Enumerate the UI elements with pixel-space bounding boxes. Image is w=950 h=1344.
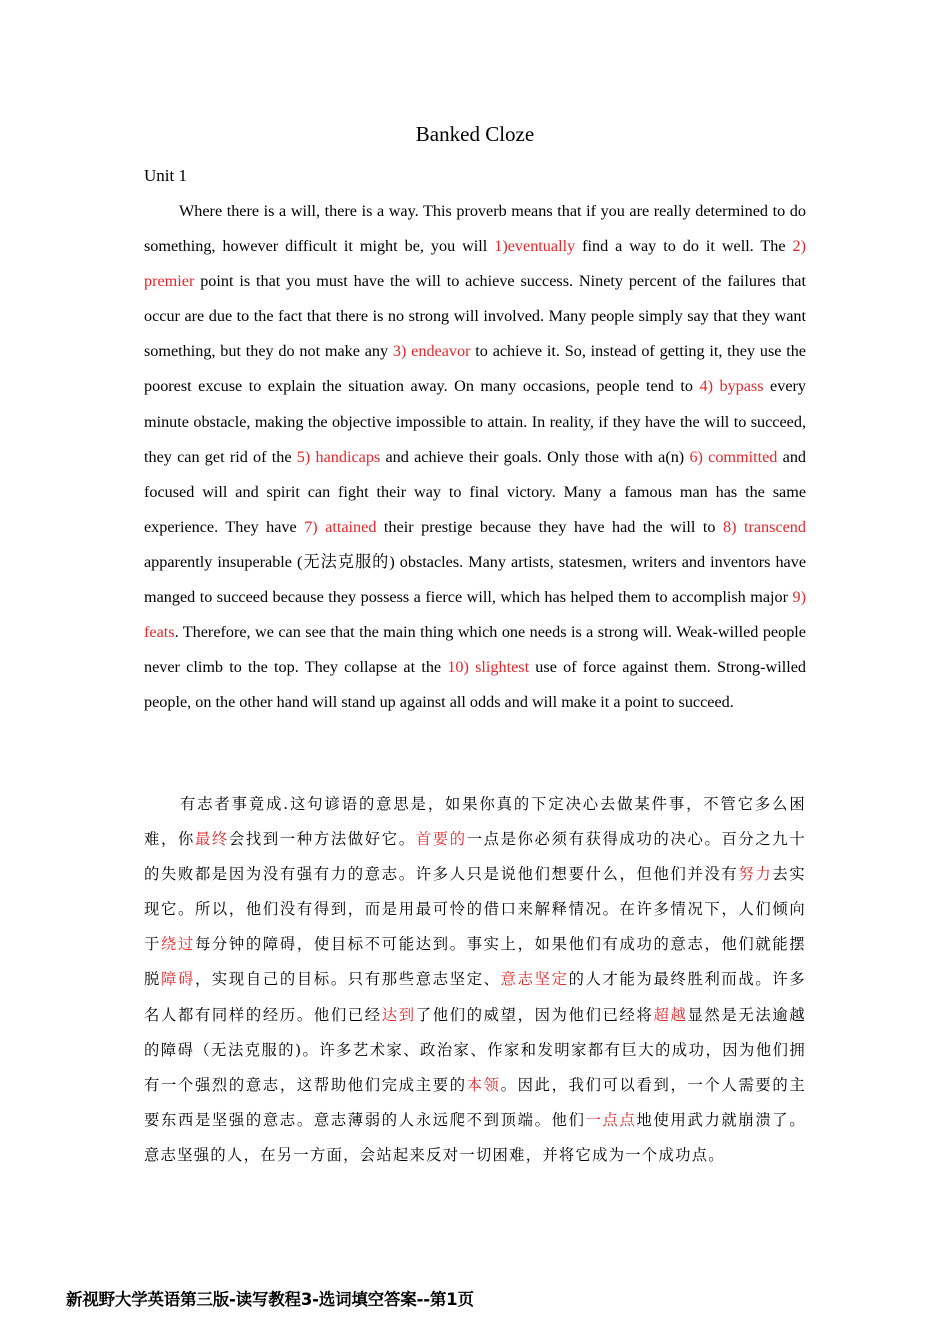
passage-text: 地使用武力就崩溃了。意志坚强的人，在另一方面，会站起来反对一切困难，并将它成为一个成功点。: [144, 1110, 806, 1164]
passage-text: find a way to do it well. The: [575, 237, 793, 256]
answer-word: 一点点: [585, 1110, 637, 1129]
unit-heading: Unit 1: [144, 166, 187, 185]
answer-word: 超越: [653, 1005, 688, 1024]
answer-word: 7) attained: [304, 517, 377, 536]
answer-word: 8) transcend: [722, 517, 806, 536]
answer-word: 达到: [381, 1005, 416, 1024]
page-title: Banked Cloze: [415, 122, 535, 146]
answer-word: 6) committed: [689, 447, 778, 466]
passage-text: 每分钟的障碍，使目标不可能达到。事实上，如果他们有成功的意志，他们就能摆脱: [144, 935, 806, 989]
passage-text: 。因此，我们可以看到，一个人需要的主要东西是坚强的意志。意志薄弱的人永远爬不到顶端。他们: [144, 1075, 806, 1129]
answer-word: 意志坚定: [500, 970, 569, 989]
passage-text: apparently insuperable (无法克服的) obstacles. Many artists, statesmen, writers and inventors have manged to succeed because they possess a fierce will, which has helped them to accomplish major: [144, 552, 806, 607]
answer-word: 本领: [466, 1075, 501, 1094]
answer-word: 首要的: [415, 830, 467, 849]
passage-text: . Therefore, we can see that the main thing which one needs is a strong will. Weak-willed people never climb to the top. They collapse at the: [144, 623, 806, 677]
passage-text: ，实现自己的目标。只有那些意志坚定、: [194, 970, 501, 989]
passage-text: 去实现它。所以，他们没有得到，而是用最可怜的借口来解释情况。在许多情况下，人们倾向于: [144, 865, 806, 954]
answer-word: 9) feats: [144, 588, 806, 642]
answer-word: 4) bypass: [699, 377, 764, 396]
answer-word: 1)eventually: [494, 237, 576, 256]
answer-word: 努力: [738, 865, 773, 884]
passage-text: use of force against them. Strong-willed people, on the other hand will stand up against all odds and will make it a point to succeed.: [144, 658, 806, 712]
passage-text: point is that you must have the will to achieve success. Ninety percent of the failures that occur are due to the fact that there is no strong will involved. Many people simply say that they want something, but they do not make any: [144, 272, 806, 361]
answer-word: 2) premier: [144, 237, 806, 291]
passage-text: 一点是你必须有获得成功的决心。百分之九十的失败都是因为没有强有力的意志。许多人只是说他们想要什么，但他们并没有: [144, 830, 806, 884]
passage-text: to achieve it. So, instead of getting it, they use the poorest excuse to explain the situation away. On many occasions, people tend to: [144, 342, 806, 396]
passage-text: and achieve their goals. Only those with a(n): [380, 447, 690, 466]
passage-text: and focused will and spirit can fight their way to final victory. Many a famous man has the same experience. They have: [144, 447, 807, 536]
answer-word: 绕过: [160, 935, 195, 954]
passage-text: 的人才能为最终胜利而战。许多名人都有同样的经历。他们已经: [144, 970, 806, 1024]
answer-word: 10) slightest: [447, 658, 530, 677]
answer-word: 最终: [194, 830, 229, 849]
passage-text: 了他们的威望，因为他们已经将: [415, 1005, 654, 1024]
passage-text: 会找到一种方法做好它。: [228, 830, 416, 849]
passage-text: Where there is a will, there is a way. This proverb means that if you are really determined to do something, however difficult it might be, you will: [144, 202, 806, 256]
passage-text: their prestige because they have had the will to: [376, 517, 723, 536]
passage-text: 有志者事竟成.这句谚语的意思是，如果你真的下定决心去做某件事，不管它多么困难，你: [144, 795, 806, 849]
page-footer: 新视野大学英语第三版-读写教程3-选词填空答案--第1页: [66, 1290, 474, 1309]
english-passage: [144, 194, 806, 720]
chinese-translation: [144, 787, 806, 1173]
passage-text: every minute obstacle, making the objective impossible to attain. In reality, if they have the will to succeed, they can get rid of the: [144, 377, 806, 466]
answer-word: 3) endeavor: [392, 342, 471, 361]
answer-word: 5) handicaps: [296, 447, 381, 466]
answer-word: 障碍: [160, 970, 195, 989]
passage-text: 显然是无法逾越的障碍（无法克服的)。许多艺术家、政治家、作家和发明家都有巨大的成功，因为他们拥有一个强烈的意志，这帮助他们完成主要的: [144, 1005, 806, 1094]
